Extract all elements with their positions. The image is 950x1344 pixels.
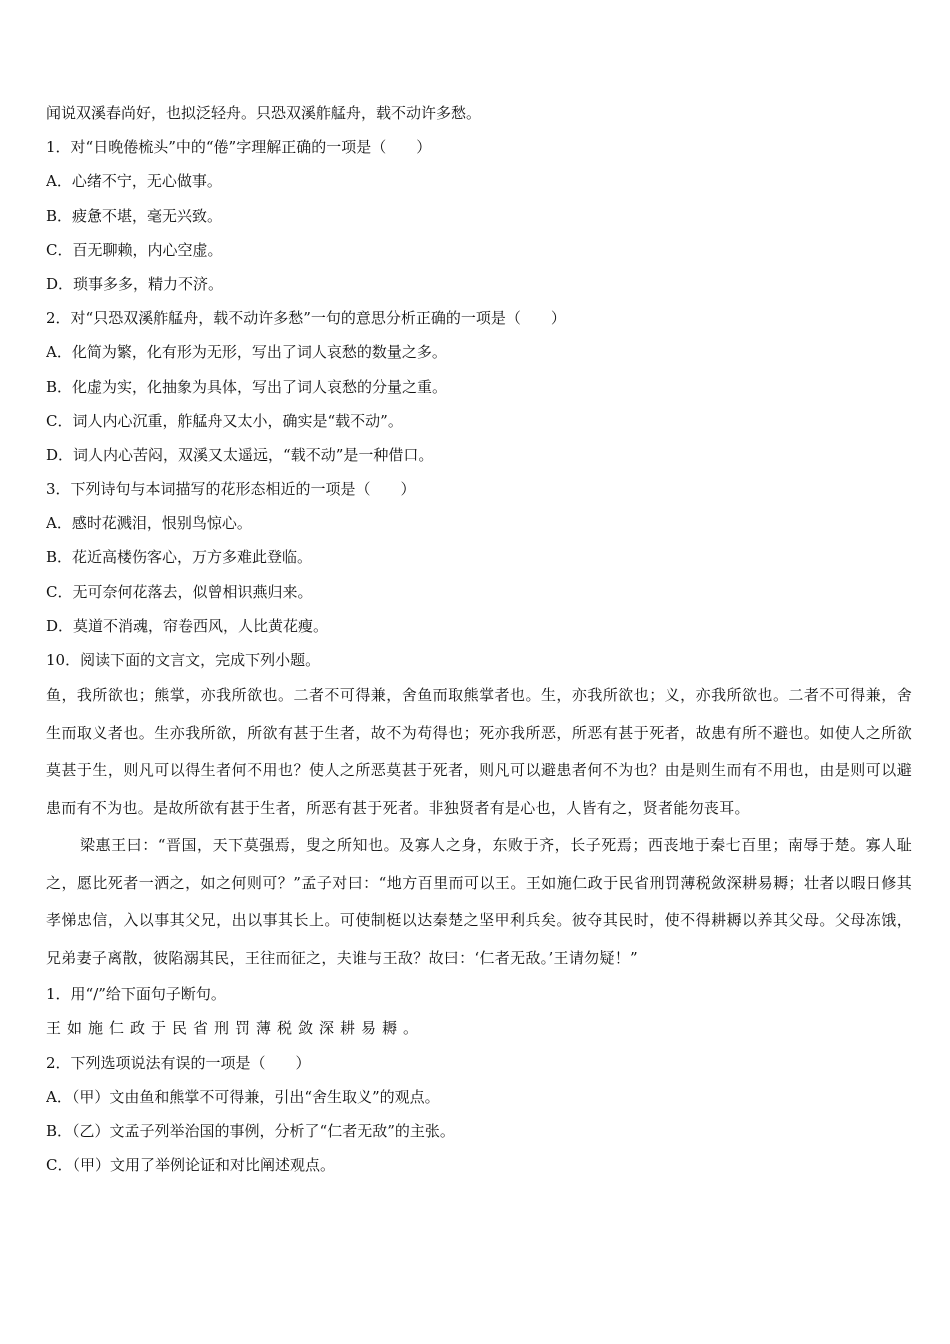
q2-stem: 2．对“只恐双溪舴艋舟，载不动许多愁”一句的意思分析正确的一项是（ ）	[46, 309, 566, 328]
q2-option-c[interactable]: C．词人内心沉重，舴艋舟又太小，确实是“载不动”。	[46, 411, 403, 430]
q3-option-c[interactable]: C．无可奈何花落去，似曾相识燕归来。	[46, 582, 313, 601]
q2-option-d[interactable]: D．词人内心苦闷，双溪又太遥远，“载不动”是一种借口。	[46, 445, 434, 464]
q1-option-a[interactable]: A．心绪不宁，无心做事。	[46, 172, 222, 191]
q3-stem: 3．下列诗句与本词描写的花形态相近的一项是（ ）	[46, 480, 416, 499]
passage-a: 鱼，我所欲也；熊掌，亦我所欲也。二者不可得兼，舍鱼而取熊掌者也。生，亦我所欲也；义，亦我所欲也。二者不可得兼，舍生而取义者也。生亦我所欲，所欲有甚于生者，故不为苟得也；死亦我所恶，所恶有甚于死者，故患有所不避也。如使人之所欲莫甚于生，则凡可以得生者何不用也？使人之所恶莫甚于死者，则凡可以避患者何不为也？由是则生而有不用也，由是则可以避患而有不为也。是故所欲有甚于生者，所恶有甚于死者。非独贤者有是心也，人皆有之，贤者能勿丧耳。	[46, 686, 912, 817]
q10-heading: 10．阅读下面的文言文，完成下列小题。	[46, 651, 321, 669]
passage-b: 梁惠王曰：“晋国，天下莫强焉，叟之所知也。及寡人之身，东败于齐，长子死焉；西丧地于秦七百里；南辱于楚。寡人耻之，愿比死者一洒之，如之何则可？”孟子对曰：“地方百里而可以王。王如施仁政于民省刑罚薄税敛深耕易耨；壮者以暇日修其孝悌忠信，入以事其父兄，出以事其长上。可使制梃以达秦楚之坚甲利兵矣。彼夺其民时，使不得耕耨以养其父母。父母冻饿，兄弟妻子离散，彼陷溺其民，王往而征之，夫谁与王敌？故曰：‘仁者无敌。’王请勿疑！”	[46, 836, 912, 967]
q10-sub1-stem: 1．用“/”给下面句子断句。	[46, 985, 226, 1004]
q10-sub1-sentence: 王如施仁政于民省刑罚薄税敛深耕易耨。	[46, 1019, 425, 1038]
q10-sub2-option-b[interactable]: B．（乙）文孟子列举治国的事例，分析了“仁者无敌”的主张。	[46, 1121, 455, 1140]
q1-stem: 1．对“日晚倦梳头”中的“倦”字理解正确的一项是（ ）	[46, 138, 432, 157]
q1-option-b[interactable]: B．疲惫不堪，毫无兴致。	[46, 206, 223, 225]
q3-option-a[interactable]: A．感时花溅泪，恨别鸟惊心。	[46, 514, 252, 533]
q1-option-c[interactable]: C．百无聊赖，内心空虚。	[46, 240, 223, 259]
q10-sub2-option-c[interactable]: C．（甲）文用了举例论证和对比阐述观点。	[46, 1156, 335, 1175]
q2-option-a[interactable]: A．化简为繁，化有形为无形，写出了词人哀愁的数量之多。	[46, 343, 447, 362]
document-page	[46, 96, 912, 1182]
q10-sub2-stem: 2．下列选项说法有误的一项是（ ）	[46, 1053, 311, 1072]
q1-option-d[interactable]: D．琐事多多，精力不济。	[46, 274, 224, 293]
q3-option-b[interactable]: B．花近高楼伤客心，万方多难此登临。	[46, 548, 313, 567]
q10-sub2-option-a[interactable]: A．（甲）文由鱼和熊掌不可得兼，引出“舍生取义”的观点。	[46, 1087, 440, 1106]
q3-option-d[interactable]: D．莫道不消魂，帘卷西风，人比黄花瘦。	[46, 616, 329, 635]
poem-tail: 闻说双溪春尚好，也拟泛轻舟。只恐双溪舴艋舟，载不动许多愁。	[46, 104, 482, 122]
q2-option-b[interactable]: B．化虚为实，化抽象为具体，写出了词人哀愁的分量之重。	[46, 377, 448, 396]
